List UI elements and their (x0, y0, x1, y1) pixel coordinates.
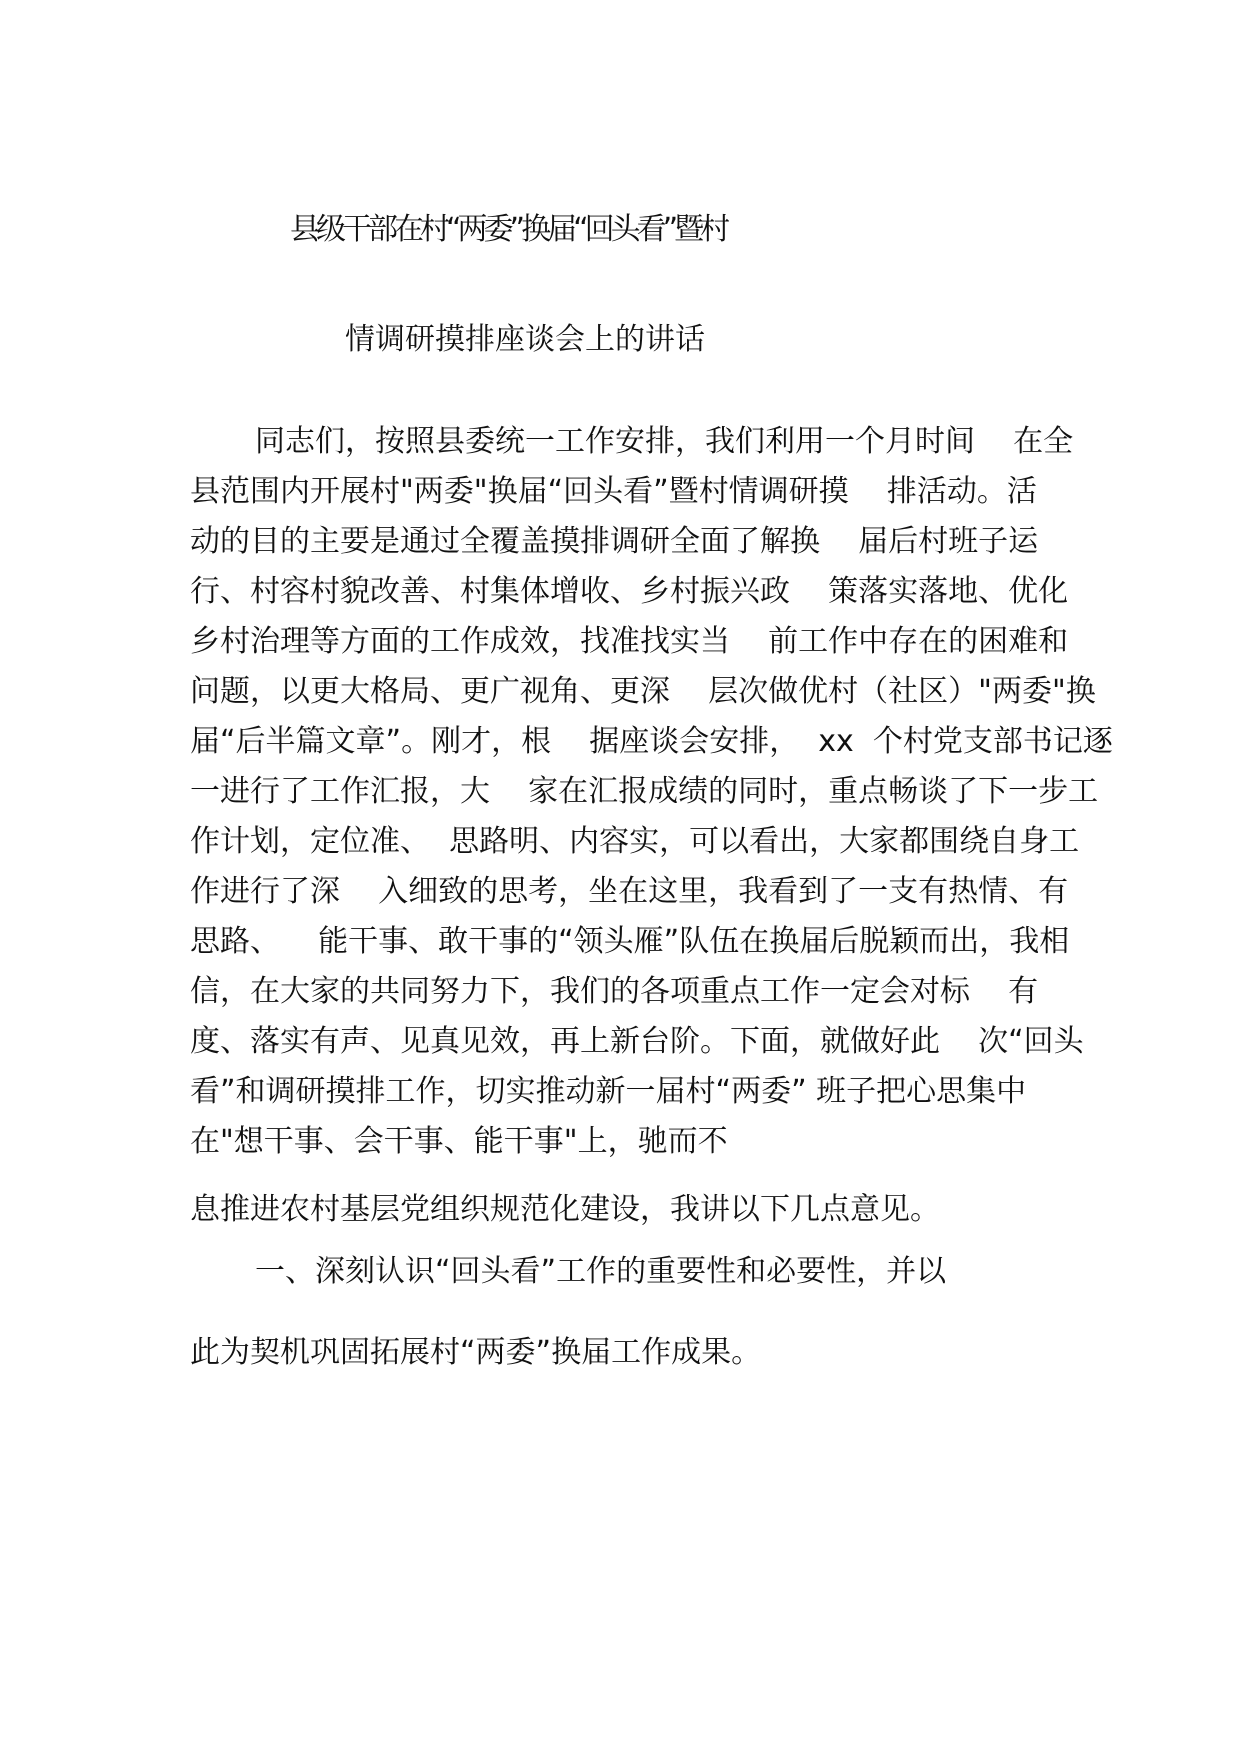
document-title-line-1: 县级干部在村“两委”换届“回头看”暨村 (290, 212, 727, 247)
body-line: 县范围内开展村"两委"换届“回头看”暨村情调研摸 排活动。活 (190, 474, 1037, 509)
body-line: 度、落实有声、见真见效，再上新台阶。下面，就做好此 次“回头 (190, 1024, 1084, 1059)
body-line: 思路、 能干事、敢干事的“领头雁”队伍在换届后脱颖而出，我相 (190, 924, 1070, 959)
body-line: 同志们，按照县委统一工作安排，我们利用一个月时间 在全 (255, 424, 1074, 459)
section-heading-line: 此为契机巩固拓展村“两委”换届工作成果。 (190, 1335, 762, 1370)
document-title-line-2: 情调研摸排座谈会上的讲话 (345, 322, 705, 357)
body-line: 作计划，定位准、 思路明、内容实，可以看出，大家都围绕自身工 (190, 824, 1080, 859)
body-line: 息推进农村基层党组织规范化建设，我讲以下几点意见。 (190, 1192, 940, 1227)
body-line: 信，在大家的共同努力下，我们的各项重点工作一定会对标 有 (190, 974, 1039, 1009)
body-line: 问题，以更大格局、更广视角、更深 层次做优村（社区）"两委"换 (190, 674, 1096, 709)
body-line: 一进行了工作汇报，大 家在汇报成绩的同时，重点畅谈了下一步工 (190, 774, 1099, 809)
body-line: 届“后半篇文章”。刚才，根 据座谈会安排， xx 个村党支部书记逐 (190, 724, 1113, 759)
body-line: 作进行了深 入细致的思考，坐在这里，我看到了一支有热情、有 (190, 874, 1069, 909)
body-line: 看”和调研摸排工作，切实推动新一届村“两委” 班子把心思集中 (190, 1074, 1027, 1109)
body-line: 乡村治理等方面的工作成效，找准找实当 前工作中存在的困难和 (190, 624, 1069, 659)
body-line: 在"想干事、会干事、能干事"上，驰而不 (190, 1124, 728, 1159)
body-line: 动的目的主要是通过全覆盖摸排调研全面了解换 届后村班子运 (190, 524, 1039, 559)
section-heading-line: 一、深刻认识“回头看”工作的重要性和必要性，并以 (255, 1254, 947, 1289)
body-line: 行、村容村貌改善、村集体增收、乡村振兴政 策落实落地、优化 (190, 574, 1069, 609)
